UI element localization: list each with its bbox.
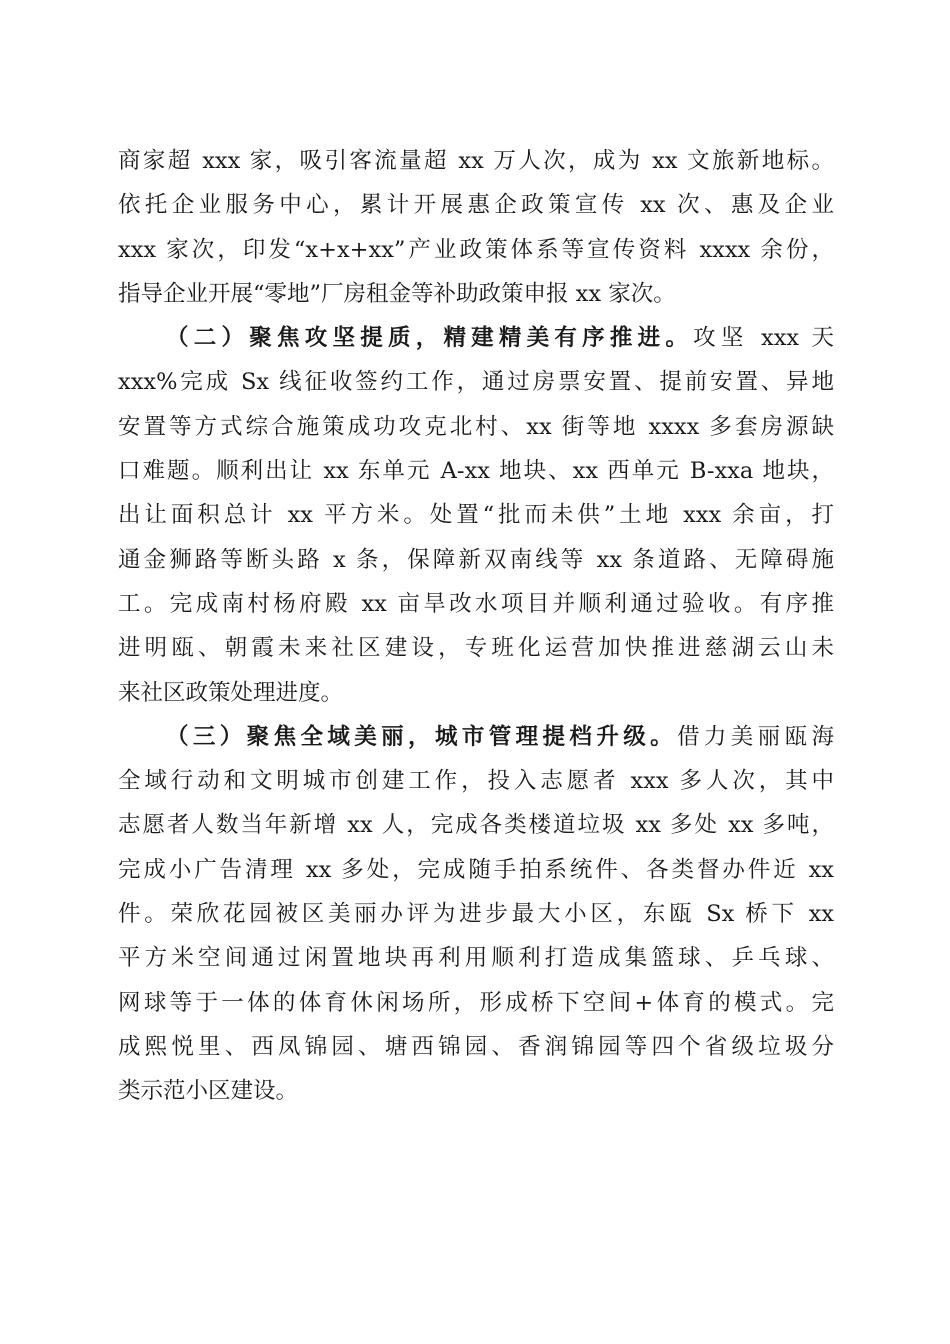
text-line	[118, 405, 834, 449]
line-text: 攻坚 xxx 天	[693, 325, 834, 352]
line-text: xxx 家次，印发“x+x+xx”产业政策体系等宣传资料 xxxx 余份，	[118, 236, 834, 263]
line-text: xxx%完成 Sx 线征收签约工作，通过房票安置、提前安置、异地	[118, 369, 834, 396]
text-line	[118, 228, 834, 272]
line-text: 进明瓯、朝霞未来社区建设，专班化运营加快推进慈湖云山未	[118, 635, 834, 662]
line-text: 全域行动和文明城市创建工作，投入志愿者 xxx 多人次，其中	[118, 768, 834, 795]
line-text: 成熙悦里、西凤锦园、塘西锦园、香润锦园等四个省级垃圾分	[118, 1033, 834, 1060]
line-text: 借力美丽瓯海	[677, 723, 834, 750]
text-line	[118, 493, 834, 537]
text-line	[118, 759, 834, 803]
text-line	[118, 449, 834, 493]
paragraph-section-three	[118, 715, 834, 1114]
text-line	[118, 139, 834, 183]
line-text: 口难题。顺利出让 xx 东单元 A-xx 地块、xx 西单元 B-xxa 地块，	[118, 458, 834, 485]
paragraph-section-two	[118, 316, 834, 715]
line-text: 商家超 xxx 家，吸引客流量超 xx 万人次，成为 xx 文旅新地标。	[118, 148, 834, 174]
line-text: 志愿者人数当年新增 xx 人，完成各类楼道垃圾 xx 多处 xx 多吨，	[118, 812, 834, 839]
paragraph-business-services	[118, 139, 834, 316]
section-heading: （二）聚焦攻坚提质，精建精美有序推进。	[166, 325, 694, 352]
line-text: 出让面积总计 xx 平方米。处置“批而未供”土地 xxx 余亩，打	[118, 502, 834, 529]
line-text: 平方米空间通过闲置地块再利用顺利打造成集篮球、乒乓球、	[118, 945, 834, 972]
text-line	[118, 626, 834, 670]
line-text: 依托企业服务中心，累计开展惠企政策宣传 xx 次、惠及企业	[118, 192, 834, 219]
line-text: 类示范小区建设。	[118, 1078, 299, 1105]
text-line	[118, 272, 834, 316]
line-text: 通金狮路等断头路 x 条，保障新双南线等 xx 条道路、无障碍施	[118, 546, 834, 573]
text-line	[118, 981, 834, 1025]
text-line	[118, 183, 834, 227]
text-line	[118, 892, 834, 936]
section-heading: （三）聚焦全域美丽，城市管理提档升级。	[166, 723, 677, 750]
line-text: 件。荣欣花园被区美丽办评为进步最大小区，东瓯 Sx 桥下 xx	[118, 901, 834, 928]
text-line	[118, 360, 834, 404]
line-text: 工。完成南村杨府殿 xx 亩旱改水项目并顺利通过验收。有序推	[118, 590, 834, 617]
text-line	[118, 715, 834, 759]
text-line	[118, 582, 834, 626]
line-text: 安置等方式综合施策成功攻克北村、xx 街等地 xxxx 多套房源缺	[118, 413, 834, 440]
text-line	[118, 316, 834, 360]
text-line	[118, 936, 834, 980]
text-line	[118, 538, 834, 582]
text-line	[118, 848, 834, 892]
text-line	[118, 1069, 834, 1113]
line-text: 来社区政策处理进度。	[118, 679, 344, 706]
line-text: 完成小广告清理 xx 多处，完成随手拍系统件、各类督办件近 xx	[118, 856, 834, 883]
document-page	[118, 139, 834, 1114]
text-line	[118, 1025, 834, 1069]
text-line	[118, 803, 834, 847]
text-line	[118, 671, 834, 715]
line-text: 网球等于一体的体育休闲场所，形成桥下空间+体育的模式。完	[118, 989, 834, 1016]
line-text: 指导企业开展“零地”厂房租金等补助政策申报 xx 家次。	[118, 280, 676, 307]
